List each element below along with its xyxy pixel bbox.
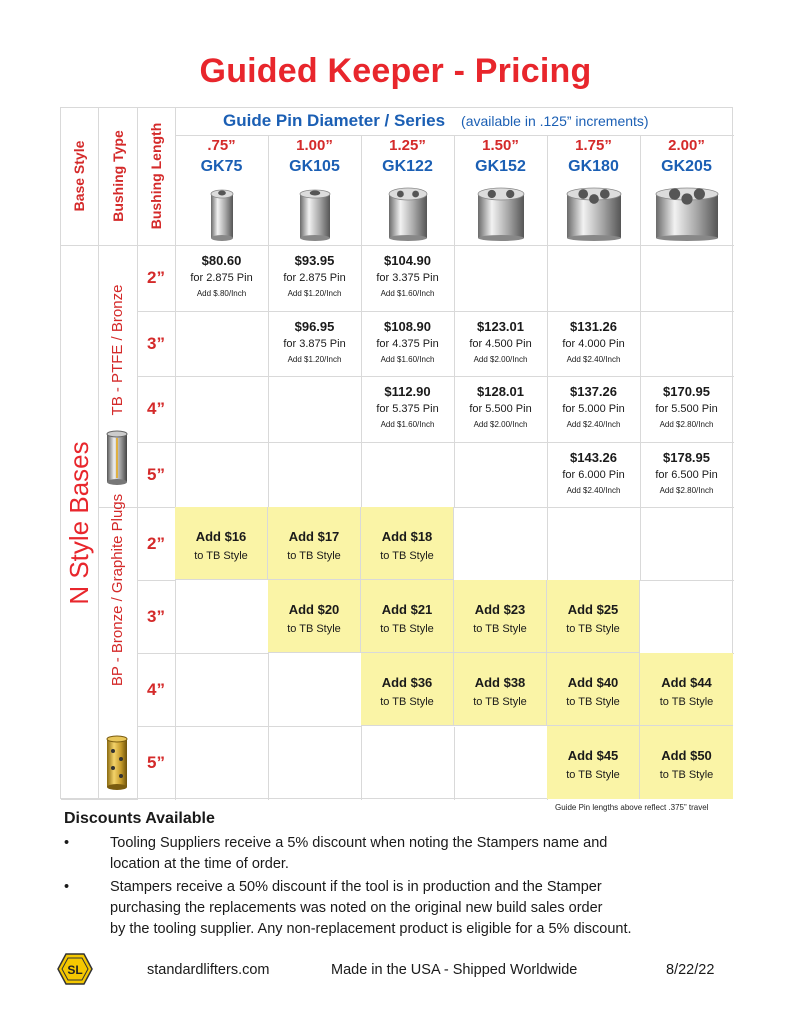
series-code: GK105	[289, 158, 340, 175]
price-cell	[175, 245, 268, 311]
series-code: GK122	[382, 158, 433, 175]
price-value: $123.01	[477, 319, 524, 334]
upcharge-amount: Add $25	[567, 602, 619, 617]
price-cell	[361, 376, 454, 442]
upcharge-label: to TB Style	[380, 550, 434, 562]
bushing-length-label: 3”	[147, 606, 165, 626]
upcharge-amount: Add $44	[661, 675, 712, 690]
price-cell	[361, 245, 454, 311]
price-value: $131.26	[570, 319, 617, 334]
series-header	[175, 111, 733, 135]
series-code: GK152	[475, 158, 526, 175]
bushing-length-label: 4”	[147, 399, 165, 418]
upcharge-cell	[361, 507, 454, 580]
price-cell-bg	[269, 443, 362, 508]
empty-cell	[455, 727, 548, 800]
guide-pin-icon	[565, 186, 623, 242]
price-value: $104.90	[384, 253, 431, 268]
price-cell-bg	[641, 312, 734, 377]
price-cell	[547, 376, 640, 442]
pin-length: for 5.375 Pin	[376, 403, 439, 415]
column-header	[454, 137, 547, 176]
empty-cell	[176, 727, 269, 800]
price-cell-bg	[176, 377, 269, 443]
footer-website[interactable]: standardlifters.com	[147, 962, 270, 978]
price-cell-bg	[176, 443, 269, 508]
upcharge-label: to TB Style	[659, 769, 714, 781]
price-cell	[454, 376, 547, 442]
pin-length: for 2.875 Pin	[190, 272, 253, 284]
footer-tagline: Made in the USA - Shipped Worldwide	[331, 962, 578, 978]
price-cell-bg	[362, 443, 455, 508]
empty-cell	[362, 727, 455, 800]
series-code: GK180	[568, 158, 619, 175]
upcharge-cell	[268, 580, 361, 653]
pin-length: for 6.000 Pin	[562, 469, 625, 481]
price-value: $108.90	[384, 319, 431, 334]
price-cell	[268, 245, 361, 311]
pin-length: for 3.875 Pin	[283, 338, 346, 350]
bushing-length-header: Bushing Length	[148, 122, 164, 230]
pin-length: for 5.000 Pin	[562, 403, 625, 415]
bushing-length-label: 5”	[147, 752, 165, 772]
upcharge-cell	[640, 726, 733, 799]
page-title: Guided Keeper - Pricing	[199, 52, 592, 90]
empty-cell	[176, 654, 269, 727]
pin-diameter: 1.75”	[575, 137, 612, 154]
series-title: Guide Pin Diameter / Series	[223, 111, 446, 130]
upcharge-label: to TB Style	[380, 696, 434, 708]
price-cell-bg	[641, 246, 734, 312]
price-cell	[640, 442, 733, 507]
per-inch-add: Add $.80/Inch	[196, 289, 247, 298]
bullet-icon: •	[64, 835, 70, 851]
upcharge-cell	[361, 653, 454, 726]
price-cell-bg	[455, 443, 548, 508]
empty-cell	[455, 508, 548, 581]
upcharge-amount: Add $36	[381, 675, 433, 690]
standard-lifters-logo	[57, 953, 93, 985]
discounts-title: Discounts Available	[64, 810, 215, 827]
price-cell-bg	[548, 246, 641, 312]
pin-diameter: 2.00”	[668, 137, 705, 154]
upcharge-amount: Add $21	[381, 602, 433, 617]
price-value: $112.90	[384, 384, 431, 399]
bushing-type-tb-label: TB - PTFE / Bronze	[109, 284, 126, 416]
price-value: $143.26	[570, 450, 617, 465]
price-cell-bg	[455, 246, 548, 312]
column-header	[175, 137, 268, 176]
upcharge-label: to TB Style	[287, 623, 341, 635]
pin-length: for 3.375 Pin	[376, 272, 439, 284]
per-inch-add: Add $1.20/Inch	[287, 289, 342, 298]
upcharge-label: to TB Style	[380, 623, 434, 635]
upcharge-cell	[640, 653, 733, 726]
upcharge-amount: Add $40	[567, 675, 619, 690]
series-note: (available in .125” increments)	[461, 113, 649, 129]
guide-pin-icon	[209, 186, 235, 242]
price-value: $170.95	[663, 384, 710, 399]
column-header	[268, 137, 361, 176]
upcharge-cell	[454, 580, 547, 653]
per-inch-add: Add $2.00/Inch	[473, 355, 528, 364]
discount-line: Tooling Suppliers receive a 5% discount when noting the Stampers name and	[110, 835, 608, 851]
upcharge-label: to TB Style	[659, 696, 714, 708]
upcharge-amount: Add $38	[474, 675, 526, 690]
per-inch-add: Add $1.60/Inch	[380, 289, 435, 298]
empty-cell	[269, 727, 362, 800]
per-inch-add: Add $2.40/Inch	[566, 420, 621, 429]
upcharge-cell	[361, 580, 454, 653]
per-inch-add: Add $2.00/Inch	[473, 420, 528, 429]
upcharge-amount: Add $20	[288, 602, 340, 617]
price-cell	[547, 442, 640, 507]
per-inch-add: Add $1.20/Inch	[287, 355, 342, 364]
upcharge-amount: Add $45	[567, 748, 619, 763]
empty-cell	[641, 508, 734, 581]
upcharge-cell	[454, 653, 547, 726]
discount-line: by the tooling supplier. Any non-replacement product is eligible for a 5% discount.	[110, 921, 632, 937]
upcharge-label: to TB Style	[473, 623, 527, 635]
column-header	[640, 137, 733, 176]
per-inch-add: Add $2.40/Inch	[566, 486, 621, 495]
price-cell	[454, 311, 547, 376]
upcharge-amount: Add $16	[195, 529, 247, 544]
discount-line: Stampers receive a 50% discount if the tool is in production and the Stamper	[110, 879, 602, 895]
price-cell	[268, 311, 361, 376]
pin-length: for 5.500 Pin	[655, 403, 718, 415]
bp-bushing-icon	[104, 735, 130, 791]
upcharge-amount: Add $18	[381, 529, 433, 544]
pin-length: for 5.500 Pin	[469, 403, 532, 415]
guide-pin-icon	[476, 186, 526, 242]
discount-line: location at the time of order.	[110, 856, 289, 872]
upcharge-amount: Add $50	[661, 748, 712, 763]
price-value: $96.95	[294, 319, 335, 334]
price-cell	[361, 311, 454, 376]
discount-line: purchasing the replacements was noted on the original new build sales order	[110, 900, 603, 916]
pin-length: for 4.500 Pin	[469, 338, 532, 350]
upcharge-amount: Add $23	[474, 602, 526, 617]
price-value: $137.26	[570, 384, 617, 399]
guide-pin-icon	[654, 186, 720, 242]
price-cell	[547, 311, 640, 376]
pin-length: for 2.875 Pin	[283, 272, 346, 284]
price-value: $93.95	[294, 253, 335, 268]
empty-cell	[548, 508, 641, 581]
logo-text: SL	[67, 963, 83, 977]
per-inch-add: Add $2.80/Inch	[659, 486, 714, 495]
upcharge-cell	[547, 580, 640, 653]
upcharge-amount: Add $17	[288, 529, 340, 544]
bushing-length-label: 4”	[147, 679, 165, 699]
price-cell-bg	[269, 377, 362, 443]
price-value: $178.95	[663, 450, 710, 465]
pin-diameter: 1.25”	[389, 137, 426, 154]
bushing-length-label: 2”	[147, 533, 165, 553]
per-inch-add: Add $1.60/Inch	[380, 420, 435, 429]
column-header	[361, 137, 454, 176]
upcharge-label: to TB Style	[566, 769, 620, 781]
guide-pin-icon	[298, 186, 332, 242]
upcharge-cell	[268, 507, 361, 580]
bullet-icon: •	[64, 879, 70, 895]
upcharge-label: to TB Style	[566, 623, 620, 635]
series-code: GK205	[661, 158, 712, 175]
empty-cell	[641, 581, 734, 654]
upcharge-cell	[547, 726, 640, 799]
price-cell	[640, 376, 733, 442]
base-style-header: Base Style	[71, 140, 87, 212]
pin-length: for 6.500 Pin	[655, 469, 718, 481]
series-code: GK75	[200, 158, 243, 175]
pin-length: for 4.000 Pin	[562, 338, 625, 350]
bushing-type-header: Bushing Type	[110, 130, 126, 222]
bushing-type-bp-label: BP - Bronze / Graphite Plugs	[109, 493, 126, 687]
pin-diameter: 1.50”	[482, 137, 519, 154]
per-inch-add: Add $2.80/Inch	[659, 420, 714, 429]
upcharge-cell	[547, 653, 640, 726]
upcharge-label: to TB Style	[194, 550, 248, 562]
price-value: $128.01	[477, 384, 524, 399]
base-style-label: N Style Bases	[64, 441, 94, 605]
bushing-length-label: 2”	[147, 268, 165, 287]
guide-pin-icon	[387, 186, 429, 242]
travel-note: Guide Pin lengths above reflect .375” travel	[555, 803, 709, 812]
upcharge-label: to TB Style	[473, 696, 527, 708]
tb-bushing-icon	[104, 430, 130, 486]
upcharge-label: to TB Style	[287, 550, 341, 562]
footer-date: 8/22/22	[666, 962, 715, 978]
upcharge-label: to TB Style	[566, 696, 620, 708]
bushing-length-label: 3”	[147, 333, 165, 353]
empty-cell	[269, 654, 362, 727]
per-inch-add: Add $2.40/Inch	[566, 355, 621, 364]
price-cell-bg	[176, 312, 269, 377]
upcharge-cell	[175, 507, 268, 580]
per-inch-add: Add $1.60/Inch	[380, 355, 435, 364]
empty-cell	[176, 581, 269, 654]
price-value: $80.60	[201, 253, 242, 268]
column-header	[547, 137, 640, 176]
pin-diameter: 1.00”	[296, 137, 333, 154]
bushing-length-label: 5”	[147, 464, 165, 484]
pin-length: for 4.375 Pin	[376, 338, 439, 350]
pin-diameter: .75”	[207, 137, 236, 154]
